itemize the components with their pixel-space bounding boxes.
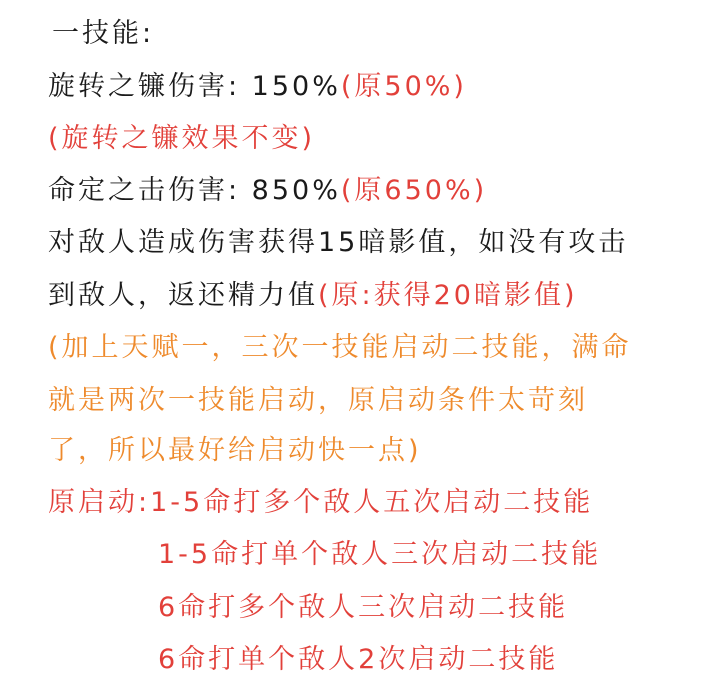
energy-return-text: 到敌人，返还精力值 (48, 280, 318, 311)
talent-note-line-1: (加上天赋一，三次一技能启动二技能，满命 (48, 332, 632, 363)
fated-strike-old-value: (原650%) (340, 175, 488, 206)
energy-return-line (48, 278, 578, 314)
heading-line: 一技能: (52, 18, 155, 49)
fated-strike-damage-line (48, 173, 487, 209)
talent-note-line-2: 就是两次一技能启动，原启动条件太苛刻 (48, 385, 588, 416)
original-trigger-line-3: 6命打多个敌人三次启动二技能 (158, 592, 569, 623)
shadow-value-line: 对敌人造成伤害获得15暗影值，如没有攻击 (48, 227, 629, 258)
rotating-scythe-effect-line: (旋转之镰效果不变) (48, 123, 316, 154)
fated-strike-damage-text: 命定之击伤害: 850% (48, 175, 341, 206)
original-trigger-line-2: 1-5命打单个敌人三次启动二技能 (158, 539, 602, 570)
original-trigger-line-4: 6命打单个敌人2次启动二技能 (158, 644, 559, 675)
rotating-scythe-damage-text: 旋转之镰伤害: 150% (48, 71, 341, 102)
talent-note-line-3: 了，所以最好给启动快一点) (48, 435, 422, 466)
rotating-scythe-damage-line (48, 69, 467, 105)
energy-return-old-value: (原:获得20暗影值) (318, 280, 578, 311)
rotating-scythe-old-value: (原50%) (340, 71, 467, 102)
original-trigger-line-1: 原启动:1-5命打多个敌人五次启动二技能 (48, 487, 594, 518)
